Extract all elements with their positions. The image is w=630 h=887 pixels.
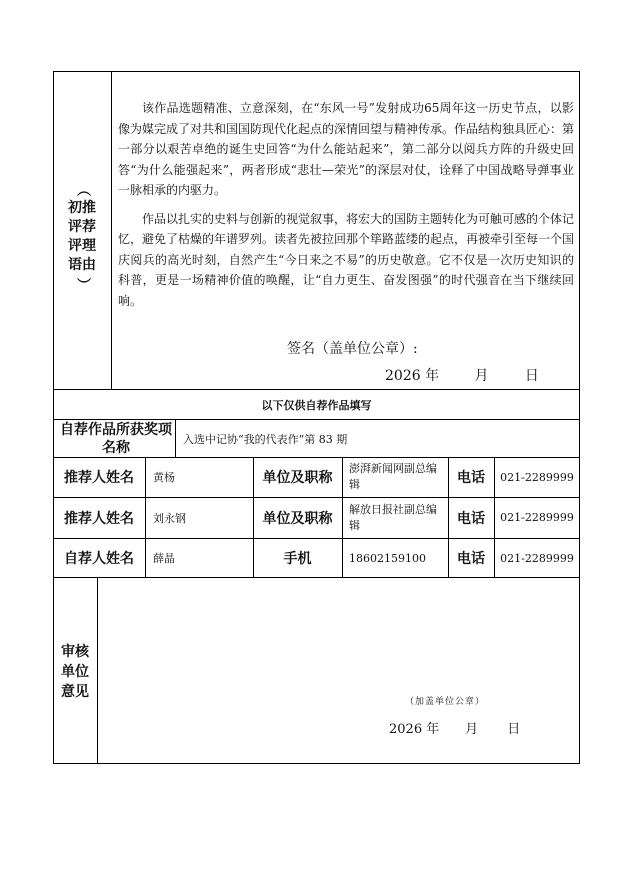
review-date (385, 365, 539, 385)
self-recommender-name-label: 自荐人姓名 (64, 551, 134, 567)
signature-line: 签名（盖单位公章）: (287, 341, 418, 357)
date-month: 月 (465, 722, 479, 737)
date-month: 月 (474, 368, 489, 384)
date-year: 2026 年 (389, 722, 440, 737)
unit-title-value: 澎湃新闻网副总编辑 (349, 462, 437, 491)
recommender-name: 刘永钢 (153, 511, 186, 525)
self-recommend-header: 以下仅供自荐作品填写 (261, 398, 372, 412)
audit-label (53, 642, 97, 702)
phone-label: 电话 (457, 510, 485, 527)
label-char: 评理 (68, 238, 96, 254)
phone-label: 电话 (457, 470, 485, 486)
stamp-note: （加盖单位公章） (405, 697, 486, 707)
unit-title-label: 单位及职称 (262, 510, 333, 527)
label-char: 语由 (68, 257, 96, 273)
divider (145, 457, 146, 578)
audit-label-line: 审核 (61, 644, 89, 660)
unit-title-label: 单位及职称 (262, 470, 333, 486)
self-recommender-name: 薛晶 (153, 552, 175, 565)
award-value: 入选中记协“我的代表作”第 83 期 (183, 432, 348, 446)
label-char: 初推 (68, 200, 96, 216)
reason-paragraph-2: 作品以扎实的史料与创新的视觉叙事，将宏大的国防主题转化为可触可感的个体记忆，避免了枯燥的年谱罗列。读者先被拉回那个筚路蓝缕的起点，再被牵引至每一个国庆阅兵的高光时刻，自然产生“今日来之不易”的历史敬意。它不仅是一次历史知识的科普，更是一场精神价值的唤醒，让“自力更生、奋发图强”的时代强音在当下继续回响。 (118, 211, 575, 308)
reason-paragraph-1: 该作品选题精准、立意深刻，在“东风一号”发射成功65周年这一历史节点，以影像为媒完成了对共和国国防现代化起点的深情回望与精神传承。作品结构独具匠心：第一部分以艰苦卓绝的诞生史回答“为什么能站起来”，第二部分以阅兵方阵的升级史回答“为什么能强起来”，两者形成“悲壮—荣光”的深层对仗，诠释了中国战略导弹事业一脉相承的内驱力。 (118, 101, 575, 197)
mobile-value: 18602159100 (349, 551, 426, 565)
review-reason-text (118, 98, 574, 319)
label-char: 评荐 (68, 219, 96, 235)
date-day: 日 (507, 722, 521, 737)
divider (111, 71, 112, 390)
recommender-name-label: 推荐人姓名 (64, 470, 134, 486)
phone-value: 021-2289999 (500, 470, 574, 484)
divider (342, 457, 343, 578)
date-year: 2026 年 (385, 368, 440, 384)
recommender-name: 黄杨 (153, 471, 175, 484)
date-day: 日 (524, 368, 539, 384)
mobile-label: 手机 (283, 551, 312, 567)
award-label: 自荐作品所获奖项名称 (60, 421, 172, 456)
phone-value: 021-2289999 (500, 551, 574, 565)
initial-review-label (53, 180, 111, 294)
unit-title-value: 解放日报社副总编辑 (349, 502, 437, 532)
label-char: ） (74, 277, 91, 292)
divider (175, 419, 176, 458)
label-char: （ (74, 182, 91, 197)
phone-value: 021-2289999 (500, 511, 574, 524)
divider (97, 577, 98, 764)
phone-label: 电话 (457, 551, 485, 567)
recommender-name-label: 推荐人姓名 (64, 510, 134, 527)
audit-label-line: 单位 (61, 664, 89, 680)
audit-label-line: 意见 (61, 684, 89, 700)
audit-date (389, 718, 520, 737)
